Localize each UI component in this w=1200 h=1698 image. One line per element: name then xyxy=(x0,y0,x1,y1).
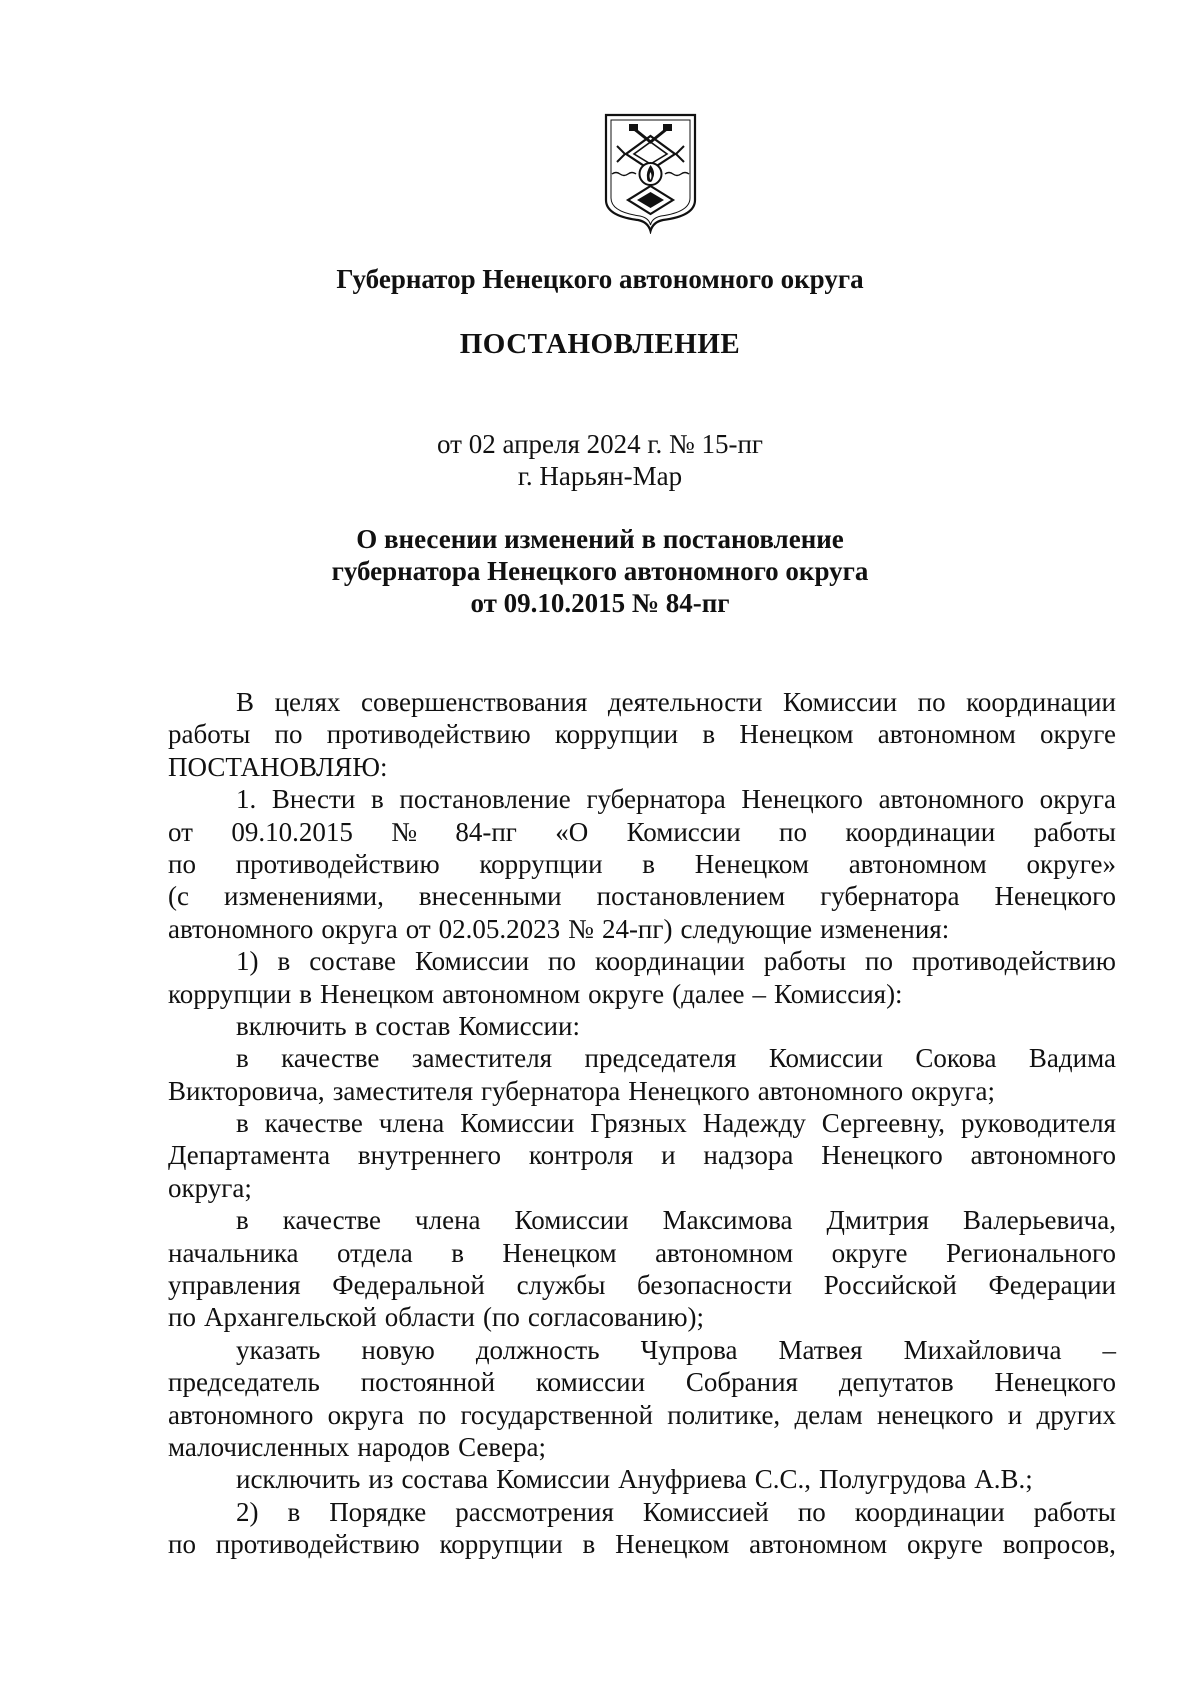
body-word: постоянной xyxy=(360,1367,496,1398)
body-line xyxy=(168,1204,1116,1236)
body-word: Ненецкого xyxy=(821,1140,943,1171)
body-line xyxy=(168,1010,1116,1042)
body-line xyxy=(168,978,1116,1010)
body-word: в xyxy=(299,978,312,1009)
body-word: должность xyxy=(475,1334,600,1365)
body-word: автономного xyxy=(757,1075,904,1106)
body-word: коррупции xyxy=(554,719,679,750)
subject-line: О внесении изменений в постановление xyxy=(356,524,844,554)
body-word: работы xyxy=(763,946,847,977)
body-word: состава xyxy=(401,1464,489,1495)
body-line xyxy=(168,848,1116,880)
body-word: вопросов, xyxy=(1002,1529,1116,1560)
body-word: противодействию xyxy=(326,719,531,750)
body-word: изменениями, xyxy=(224,881,384,912)
body-word: по xyxy=(274,719,303,750)
body-word: председателя xyxy=(584,1043,737,1074)
body-word: политике, xyxy=(667,1399,781,1430)
body-word: координации xyxy=(854,1496,1005,1527)
body-word: Архангельской xyxy=(203,1302,377,1333)
body-word: Викторовича, xyxy=(168,1075,325,1106)
body-line xyxy=(168,1366,1116,1398)
body-word: совершенствования xyxy=(360,687,588,717)
body-word: от xyxy=(405,913,431,944)
body-word: службы xyxy=(516,1270,606,1301)
body-word: безопасности xyxy=(637,1270,793,1301)
body-word: в xyxy=(370,784,384,815)
body-word: Комиссии xyxy=(514,1205,629,1236)
body-word: в xyxy=(236,1108,249,1139)
body-word: 1. xyxy=(236,784,257,815)
body-word: по xyxy=(548,946,576,977)
document-subject xyxy=(0,523,1200,619)
body-word: Комиссии: xyxy=(458,1010,580,1041)
body-line xyxy=(168,1042,1116,1074)
body-line xyxy=(168,816,1116,848)
body-word: Сокова xyxy=(915,1043,997,1074)
body-line xyxy=(168,1269,1116,1301)
body-line xyxy=(168,1463,1116,1495)
body-word: В xyxy=(236,687,255,717)
body-word: коррупции xyxy=(479,848,603,879)
body-word: координации xyxy=(845,816,996,847)
issuing-authority: Губернатор Ненецкого автономного округа xyxy=(336,264,864,294)
body-word: Комиссии xyxy=(496,1464,611,1495)
body-word: депутатов xyxy=(838,1367,954,1398)
body-word: надзора xyxy=(703,1140,794,1171)
body-word: коррупции xyxy=(439,1529,563,1560)
body-word: деятельности xyxy=(607,687,763,717)
body-word: малочисленных xyxy=(168,1431,350,1462)
body-word: 09.10.2015 xyxy=(231,816,353,847)
body-word: коррупции xyxy=(168,978,292,1009)
body-line xyxy=(168,1528,1116,1560)
body-word: и xyxy=(661,1140,676,1171)
body-word: в xyxy=(582,1529,596,1560)
body-word: Вадима xyxy=(1028,1043,1116,1074)
body-word: в xyxy=(451,1237,464,1268)
body-line xyxy=(168,751,1116,783)
body-word: работы xyxy=(1033,816,1116,847)
body-line xyxy=(168,913,1116,945)
body-word: руководителя xyxy=(960,1108,1116,1139)
body-word: (с xyxy=(168,881,189,912)
document-body xyxy=(168,686,1116,1561)
body-word: комиссии xyxy=(535,1367,646,1398)
body-word: автономном xyxy=(442,978,581,1009)
body-word: по xyxy=(779,816,807,847)
body-word: Михайловича xyxy=(903,1334,1062,1365)
body-word: постановление xyxy=(399,784,571,815)
body-word: по xyxy=(797,1496,826,1527)
body-word: работы xyxy=(1033,1496,1116,1527)
body-word: «О xyxy=(555,816,589,847)
body-word: других xyxy=(1036,1399,1116,1430)
body-word: Дмитрия xyxy=(826,1205,929,1236)
body-word: председатель xyxy=(168,1367,320,1398)
body-word: (далее xyxy=(672,978,745,1009)
body-word: Комиссии xyxy=(783,687,898,717)
body-word: члена xyxy=(415,1205,481,1236)
body-word: внутреннего xyxy=(357,1140,502,1171)
body-word: Комиссия): xyxy=(774,978,903,1009)
body-word: округа xyxy=(321,913,398,944)
body-word: и xyxy=(1007,1399,1023,1430)
body-line xyxy=(168,1139,1116,1171)
body-word: автономном xyxy=(749,1529,888,1560)
body-word: в xyxy=(236,1043,249,1074)
body-word: автономного xyxy=(168,913,314,944)
body-word: народов xyxy=(357,1431,451,1462)
body-word: отдела xyxy=(336,1237,413,1268)
body-word: Грязных xyxy=(590,1108,687,1139)
body-word: 2) xyxy=(236,1496,259,1527)
body-word: Полугрудова xyxy=(819,1464,967,1495)
body-word: автономного xyxy=(168,1399,314,1430)
body-word: состав xyxy=(375,1010,451,1041)
body-word: автономном xyxy=(848,848,987,879)
body-word: постановлением xyxy=(596,881,786,912)
body-word: противодействию xyxy=(911,946,1116,977)
body-word: делам xyxy=(794,1399,863,1430)
body-word: ПОСТАНОВЛЯЮ: xyxy=(168,751,388,782)
body-word: Ненецком xyxy=(319,978,435,1009)
body-word: в xyxy=(642,848,656,879)
body-word: противодействию xyxy=(215,1529,420,1560)
body-word: автономного xyxy=(970,1140,1116,1171)
body-word: Комиссии xyxy=(768,1043,883,1074)
body-word: работы xyxy=(168,719,251,750)
body-word: 02.05.2023 xyxy=(438,913,561,944)
body-word: рассмотрения xyxy=(455,1496,614,1527)
body-word: изменения: xyxy=(820,913,950,944)
body-word: противодействию xyxy=(235,848,440,879)
body-word: Надежду xyxy=(702,1108,806,1139)
body-word: области xyxy=(384,1302,475,1333)
body-line xyxy=(168,880,1116,912)
body-word: Комиссии xyxy=(460,1108,575,1139)
body-word: С.С., xyxy=(754,1464,812,1495)
body-word: качестве xyxy=(264,1108,363,1139)
body-line xyxy=(168,783,1116,815)
body-word: Российской xyxy=(823,1270,957,1301)
body-word: Ненецкого xyxy=(628,1075,750,1106)
body-word: указать xyxy=(236,1334,321,1365)
body-word: по xyxy=(168,1529,196,1560)
body-word: члена xyxy=(378,1108,445,1139)
body-word: округе» xyxy=(1026,848,1116,879)
body-word: составе xyxy=(309,946,397,977)
body-line xyxy=(168,1334,1116,1366)
body-word: Ненецкого xyxy=(741,784,863,815)
document-type-heading: ПОСТАНОВЛЕНИЕ xyxy=(459,328,741,360)
body-word: в xyxy=(236,1205,249,1236)
body-word: округе xyxy=(1040,719,1116,750)
body-line xyxy=(168,1172,1116,1204)
body-word: следующие xyxy=(680,913,813,944)
body-word: Ненецком xyxy=(502,1237,617,1268)
body-word: 24-пг) xyxy=(601,913,673,944)
body-word: из xyxy=(368,1464,394,1495)
body-line xyxy=(168,1496,1116,1528)
date-and-number: от 02 апреля 2024 г. № 15-пг xyxy=(437,429,763,459)
body-word: округе xyxy=(831,1237,908,1268)
body-word: Ненецком xyxy=(694,848,809,879)
body-word: – xyxy=(752,978,767,1009)
body-word: округа; xyxy=(168,1172,252,1203)
body-word: Порядке xyxy=(329,1496,427,1527)
body-word: округа xyxy=(1039,784,1116,815)
body-word: ненецкого xyxy=(877,1399,994,1430)
body-word: в xyxy=(354,1010,368,1041)
body-line xyxy=(168,1399,1116,1431)
body-word: № xyxy=(568,913,594,944)
body-word: Федеральной xyxy=(332,1270,485,1301)
body-word: Ненецкого xyxy=(994,1367,1116,1398)
body-word: Ануфриева xyxy=(618,1464,747,1495)
body-word: по xyxy=(168,1302,196,1333)
body-word: Чупрова xyxy=(640,1334,738,1365)
body-word: губернатора xyxy=(481,1075,621,1106)
body-word: Собрания xyxy=(685,1367,798,1398)
body-word: автономного xyxy=(878,784,1024,815)
body-word: округе xyxy=(588,978,665,1009)
body-line xyxy=(168,718,1116,750)
body-word: качестве xyxy=(282,1205,381,1236)
coat-of-arms-icon xyxy=(603,112,698,234)
body-word: от xyxy=(168,816,193,847)
body-word: в xyxy=(277,946,291,977)
body-line xyxy=(168,945,1116,977)
body-word: внесенными xyxy=(418,881,562,912)
body-word: в xyxy=(287,1496,301,1527)
subject-line: от 09.10.2015 № 84-пг xyxy=(470,588,730,618)
body-word: автономном xyxy=(655,1237,794,1268)
body-word: управления xyxy=(168,1270,301,1301)
body-word: в xyxy=(702,719,716,750)
body-word: качестве xyxy=(281,1043,380,1074)
body-word: губернатора xyxy=(820,881,960,912)
body-word: 84-пг xyxy=(455,816,517,847)
body-word: государственной xyxy=(460,1399,653,1430)
body-word: Комиссии xyxy=(414,946,530,977)
body-line xyxy=(168,1301,1116,1333)
body-line xyxy=(168,1431,1116,1463)
body-word: новую xyxy=(361,1334,435,1365)
body-word: Регионального xyxy=(945,1237,1116,1268)
body-word: 1) xyxy=(236,946,259,977)
body-word: заместителя xyxy=(411,1043,553,1074)
subject-line: губернатора Ненецкого автономного округа xyxy=(331,556,869,586)
body-word: по xyxy=(418,1399,447,1430)
body-word: А.В.; xyxy=(974,1464,1033,1495)
body-word: Сергеевну, xyxy=(821,1108,946,1139)
body-word: округа; xyxy=(911,1075,995,1106)
body-word: координации xyxy=(966,687,1116,717)
body-line xyxy=(168,1075,1116,1107)
body-word: контроля xyxy=(528,1140,634,1171)
body-word: Ненецком xyxy=(615,1529,730,1560)
body-word: Федерации xyxy=(988,1270,1116,1301)
body-word: Максимова xyxy=(662,1205,793,1236)
body-word: включить xyxy=(236,1010,347,1041)
body-word: Комиссией xyxy=(642,1496,769,1527)
body-word: Ненецком xyxy=(739,719,854,750)
body-word: Ненецкого xyxy=(994,881,1116,912)
body-word: № xyxy=(391,816,417,847)
body-word: Департамента xyxy=(168,1140,331,1171)
body-word: по xyxy=(168,848,196,879)
body-word: округе xyxy=(906,1529,983,1560)
body-word: округа xyxy=(327,1399,404,1430)
body-word: согласованию); xyxy=(527,1302,704,1333)
body-word: Валерьевича, xyxy=(963,1205,1116,1236)
body-word: губернатора xyxy=(586,784,726,815)
body-line xyxy=(168,1107,1116,1139)
place-of-issue: г. Нарьян-Мар xyxy=(517,461,683,491)
body-word: по xyxy=(917,687,946,717)
body-word: заместителя xyxy=(332,1075,473,1106)
body-word: автономном xyxy=(877,719,1016,750)
body-word: исключить xyxy=(236,1464,361,1495)
body-word: целях xyxy=(274,687,341,717)
body-word: начальника xyxy=(168,1237,299,1268)
body-word: (по xyxy=(482,1302,520,1333)
body-word: Матвея xyxy=(778,1334,863,1365)
body-word: – xyxy=(1102,1334,1116,1365)
body-word: Комиссии xyxy=(626,816,741,847)
body-line xyxy=(168,1237,1116,1269)
body-word: Севера; xyxy=(458,1431,546,1462)
body-line xyxy=(168,686,1116,718)
body-word: по xyxy=(865,946,893,977)
body-word: Внести xyxy=(271,784,356,815)
body-word: координации xyxy=(594,946,745,977)
